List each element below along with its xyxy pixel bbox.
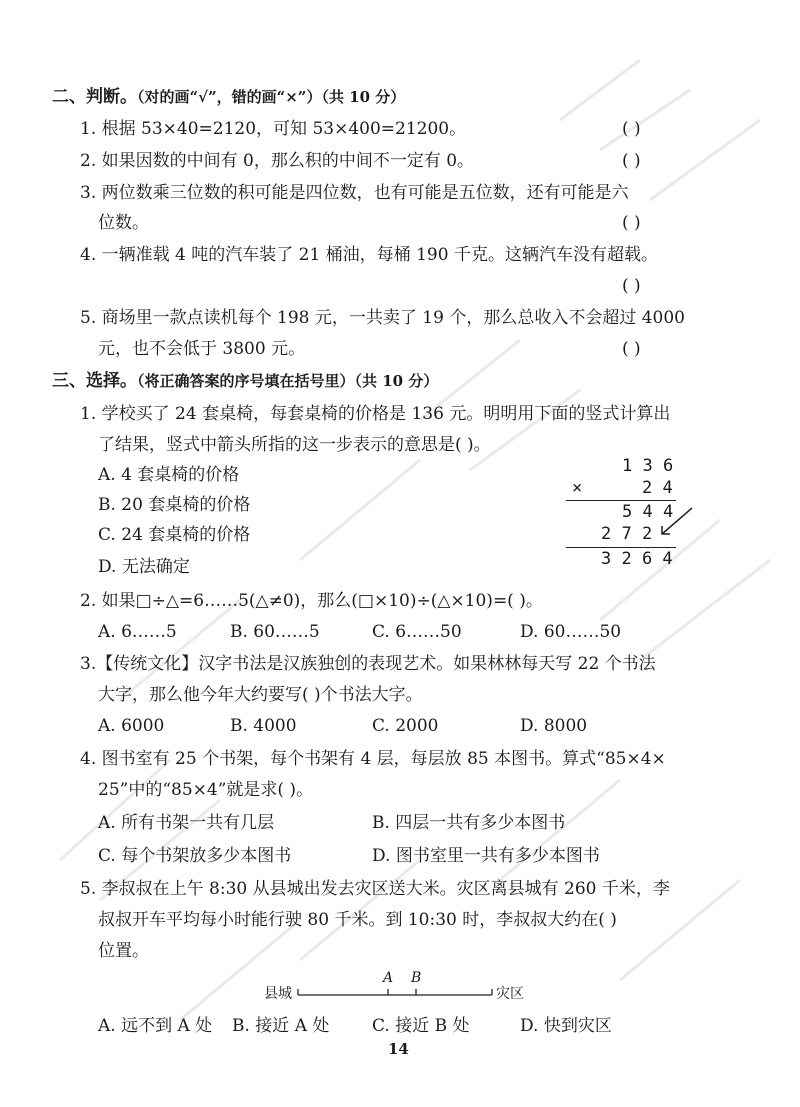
q1-option-b[interactable]: B. 20 套桌椅的价格 [98, 495, 251, 515]
q5-option-c[interactable]: C. 接近 B 处 [372, 1016, 470, 1036]
q5-line2: 叔叔开车平均每小时能行驶 80 千米。到 10:30 时，李叔叔大约在( ) [98, 910, 617, 930]
q3-option-b[interactable]: B. 4000 [230, 716, 297, 736]
calc-rule-1 [566, 500, 676, 501]
q2-option-d[interactable]: D. 60……50 [520, 622, 622, 642]
q3-line1: 3.【传统文化】汉字书法是汉族独创的表现艺术。如果林林每天写 22 个书法 [80, 654, 656, 674]
q4-option-a[interactable]: A. 所有书架一共有几层 [98, 813, 275, 833]
q3-option-c[interactable]: C. 2000 [372, 716, 439, 736]
calc-partial-1: 5 4 4 [622, 502, 674, 522]
q3-line2: 大字，那么他今年大约要写( )个书法大字。 [98, 685, 423, 705]
q5-option-a[interactable]: A. 远不到 A 处 [98, 1016, 213, 1036]
q5-line1: 5. 李叔叔在上午 8:30 从县城出发去灾区送大米。灾区离县城有 260 千米，李 [80, 879, 670, 899]
answer-blank-1[interactable]: ( ) [622, 119, 641, 139]
calc-product: 3 2 6 4 [601, 549, 673, 569]
answer-blank-2[interactable]: ( ) [622, 151, 641, 171]
section3-note: （将正确答案的序号填在括号里）（共 10 分） [137, 372, 439, 390]
judge-item-5-cont: 元，也不会低于 3800 元。 [98, 339, 306, 359]
calc-times-sign: × [572, 478, 583, 498]
calc-partial-2: 2 7 2 [601, 524, 653, 544]
answer-blank-5[interactable]: ( ) [622, 339, 641, 359]
judge-item-3-cont: 位数。 [98, 213, 149, 233]
q1-option-d[interactable]: D. 无法确定 [98, 557, 190, 577]
q2-line1: 2. 如果□÷△=6……5(△≠0)，那么(□×10)÷(△×10)=( )。 [80, 591, 543, 611]
diagram-label-county: 县城 [264, 986, 292, 1002]
calc-rule-2 [566, 547, 676, 548]
calc-multiplicand: 1 3 6 [622, 456, 674, 476]
q1-line1: 1. 学校买了 24 套桌椅，每套桌椅的价格是 136 元。明明用下面的竖式计算出 [80, 404, 671, 424]
calc-multiplier: 2 4 [642, 478, 673, 498]
q1-line2: 了结果，竖式中箭头所指的这一步表示的意思是( )。 [98, 435, 491, 455]
diagram-label-a: A [383, 970, 394, 986]
judge-item-1: 1. 根据 53×40=2120，可知 53×400=21200。 [80, 119, 467, 139]
section3-heading [52, 370, 438, 392]
q4-option-d[interactable]: D. 图书室里一共有多少本图书 [372, 846, 600, 866]
section2-title: 二、判断。 [52, 87, 137, 107]
q1-option-c[interactable]: C. 24 套桌椅的价格 [98, 525, 251, 545]
arrow-icon [656, 504, 696, 540]
answer-blank-4[interactable]: ( ) [622, 276, 641, 296]
q3-option-a[interactable]: A. 6000 [98, 716, 165, 736]
q5-option-b[interactable]: B. 接近 A 处 [232, 1016, 330, 1036]
q2-option-b[interactable]: B. 60……5 [230, 622, 320, 642]
q3-option-d[interactable]: D. 8000 [520, 716, 588, 736]
q1-option-a[interactable]: A. 4 套桌椅的价格 [98, 465, 240, 485]
judge-item-3: 3. 两位数乘三位数的积可能是四位数，也有可能是五位数，还有可能是六 [80, 183, 629, 203]
judge-item-4: 4. 一辆准载 4 吨的汽车装了 21 桶油，每桶 190 千克。这辆汽车没有超载。 [80, 245, 658, 265]
page-number: 14 [388, 1040, 409, 1058]
q5-line3: 位置。 [98, 941, 149, 961]
answer-blank-3[interactable]: ( ) [622, 213, 641, 233]
q2-option-a[interactable]: A. 6……5 [98, 622, 177, 642]
q5-option-d[interactable]: D. 快到灾区 [520, 1016, 612, 1036]
q4-option-b[interactable]: B. 四层一共有多少本图书 [372, 813, 566, 833]
distance-line [296, 984, 496, 1004]
section2-heading [52, 86, 405, 108]
q4-option-c[interactable]: C. 每个书架放多少本图书 [98, 846, 292, 866]
vertical-multiplication [560, 456, 690, 576]
q4-line2: 25”中的“85×4”就是求( )。 [98, 780, 314, 800]
q2-option-c[interactable]: C. 6……50 [372, 622, 462, 642]
section2-note: （对的画“√”，错的画“×”）（共 10 分） [137, 88, 406, 106]
diagram-label-b: B [411, 970, 422, 986]
judge-item-5: 5. 商场里一款点读机每个 198 元，一共卖了 19 个，那么总收入不会超过 4000 [80, 308, 685, 328]
judge-item-2: 2. 如果因数的中间有 0，那么积的中间不一定有 0。 [80, 151, 475, 171]
diagram-label-disaster: 灾区 [496, 986, 524, 1002]
section3-title: 三、选择。 [52, 371, 137, 391]
q4-line1: 4. 图书室有 25 个书架，每个书架有 4 层，每层放 85 本图书。算式“85×4× [80, 749, 666, 769]
